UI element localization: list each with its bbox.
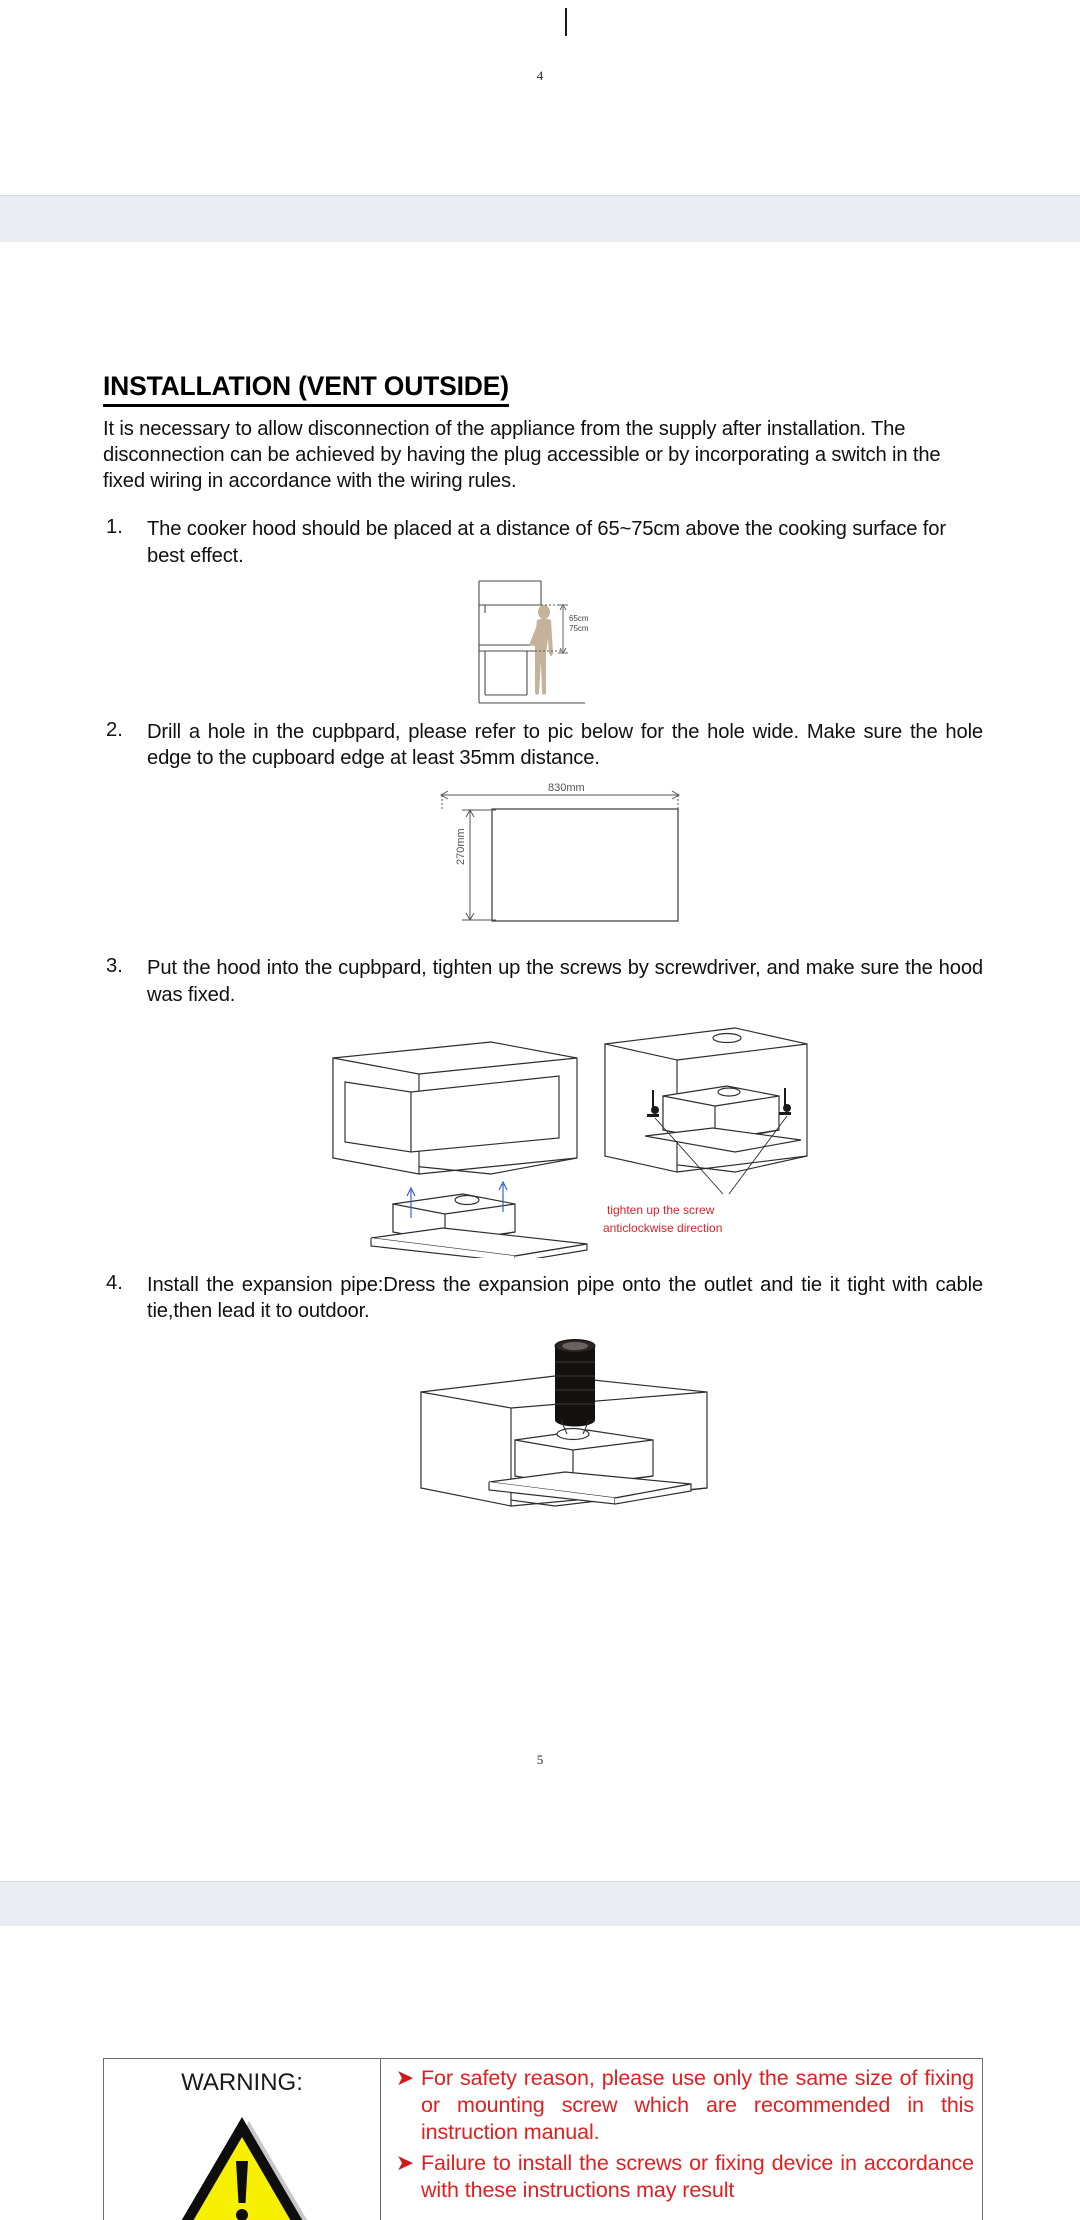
- hood-insertion-diagram: [147, 1018, 983, 1258]
- step-text: Drill a hole in the cupbpard, please refer to pic below for the hole wide. Make sure the hole edge to the cupboard edge at least 35mm distance.: [147, 720, 983, 770]
- list-item: [103, 1272, 983, 1535]
- list-item: [389, 2065, 974, 2146]
- warning-text-cell: [381, 2059, 983, 2220]
- warning-box: [103, 2058, 983, 2220]
- dim-label-65cm: 65cm: [569, 613, 589, 623]
- step-number: 1.: [106, 516, 123, 539]
- hole-dimensions-diagram: [147, 781, 983, 941]
- dim-label-270mm: 270mm: [455, 828, 467, 866]
- installation-steps-list: [103, 516, 983, 1534]
- step-number: 3.: [106, 955, 123, 978]
- step-text: Put the hood into the cupbpard, tighten up the screws by screwdriver, and make sure the hood was fixed.: [147, 957, 983, 1006]
- text-cursor-mark: [565, 8, 567, 36]
- warning-heading: WARNING:: [181, 2069, 303, 2096]
- list-item: [389, 2150, 974, 2204]
- step-number: 2.: [106, 718, 123, 741]
- intro-paragraph: It is necessary to allow disconnection of the appliance from the supply after installation. The disconnection can be achieved by having the plug accessible or by incorporating a switch in the fixed wiring in accordance with the wiring rules.: [103, 417, 941, 493]
- kitchen-elevation-diagram: [147, 579, 983, 705]
- previous-page-sheet: [0, 0, 1080, 196]
- list-item: [103, 955, 983, 1258]
- warning-item-text: Failure to install the screws or fixing device in accordance with these instructions may result: [421, 2151, 974, 2203]
- step-text: The cooker hood should be placed at a distance of 65~75cm above the cooking surface for best effect.: [147, 518, 946, 567]
- arrow-bullet-icon: ➤: [395, 2065, 415, 2090]
- table-row: [104, 2059, 983, 2220]
- step-text: Install the expansion pipe:Dress the expansion pipe onto the outlet and tie it tight with cable tie,then lead it to outdoor.: [147, 1273, 983, 1323]
- screw-note-line-2: anticlockwise direction: [603, 1220, 723, 1235]
- warning-label-cell: [104, 2059, 381, 2220]
- page-content: [103, 372, 983, 1548]
- list-item: [103, 516, 983, 705]
- current-page-number: 5: [536, 1752, 544, 1767]
- screw-note-line-1: tighten up the screw: [607, 1202, 715, 1217]
- expansion-pipe-diagram: [147, 1334, 983, 1534]
- page-gap-upper: [0, 196, 1080, 242]
- warning-triangle-icon: [112, 2111, 372, 2220]
- current-page-sheet: [0, 242, 1080, 1882]
- dim-label-75cm: 75cm: [569, 623, 589, 633]
- arrow-bullet-icon: ➤: [395, 2150, 415, 2176]
- list-item: [103, 719, 983, 942]
- previous-page-number: 4: [536, 68, 544, 83]
- warning-item-text: For safety reason, please use only the same size of fixing or mounting screw which are recommended in this instruction manual.: [421, 2066, 974, 2145]
- dim-label-830mm: 830mm: [548, 782, 585, 795]
- step-number: 4.: [106, 1271, 123, 1294]
- page-title: INSTALLATION (VENT OUTSIDE): [103, 372, 509, 407]
- page-gap-lower: [0, 1882, 1080, 1926]
